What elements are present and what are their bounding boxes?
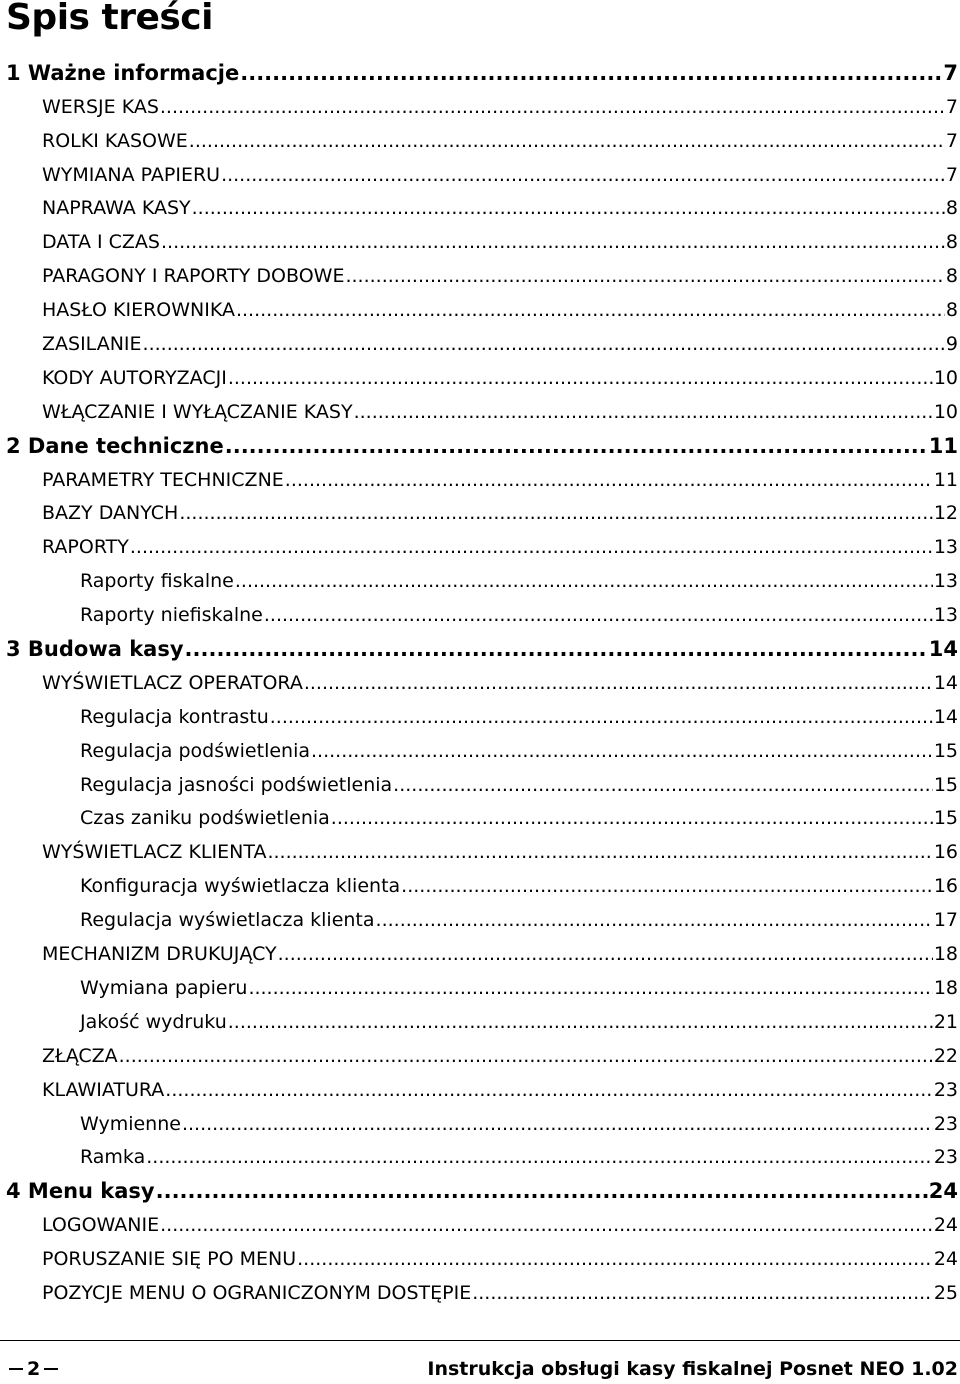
toc-entry-page-number: 14 bbox=[928, 637, 958, 662]
footer-rule bbox=[0, 1340, 960, 1341]
toc-dot-leader bbox=[354, 401, 933, 423]
toc-entry-label: WYMIANA PAPIERU bbox=[42, 163, 221, 186]
toc-entry-label: Regulacja kontrastu bbox=[80, 705, 269, 728]
toc-entry-label: ZASILANIE bbox=[42, 333, 142, 356]
toc-dot-leader bbox=[160, 96, 945, 118]
toc-dot-leader bbox=[235, 570, 933, 592]
toc-entry-label: Regulacja podświetlenia bbox=[80, 739, 311, 762]
toc-entry-level-2[interactable] bbox=[0, 1241, 960, 1275]
toc-entry-label: Jakość wydruku bbox=[80, 1010, 227, 1033]
toc-entry-label: Regulacja jasności podświetlenia bbox=[80, 773, 393, 796]
toc-entry-page-number: 17 bbox=[933, 909, 958, 932]
toc-entry-level-3[interactable] bbox=[0, 1004, 960, 1038]
toc-entry-level-3[interactable] bbox=[0, 597, 960, 631]
toc-entry-level-3[interactable] bbox=[0, 1106, 960, 1140]
toc-entry-page-number: 14 bbox=[933, 671, 958, 694]
toc-entry-page-number: 7 bbox=[945, 129, 958, 152]
page-title: Spis treści bbox=[6, 0, 213, 38]
toc-dot-leader bbox=[160, 1214, 933, 1236]
toc-entry-level-2[interactable] bbox=[0, 191, 960, 225]
toc-entry-page-number: 21 bbox=[933, 1010, 958, 1033]
toc-entry-level-3[interactable] bbox=[0, 902, 960, 936]
toc-entry-label: Konfiguracja wyświetlacza klienta bbox=[80, 875, 401, 898]
toc-entry-page-number: 7 bbox=[945, 163, 958, 186]
toc-entry-level-2[interactable] bbox=[0, 1275, 960, 1309]
toc-entry-page-number: 13 bbox=[933, 604, 958, 627]
toc-entry-page-number: 15 bbox=[933, 773, 958, 796]
toc-entry-level-2[interactable] bbox=[0, 665, 960, 699]
toc-entry-level-2[interactable] bbox=[0, 1072, 960, 1106]
toc-entry-page-number: 8 bbox=[945, 197, 958, 220]
toc-entry-level-1[interactable] bbox=[0, 428, 960, 462]
toc-entry-page-number: 18 bbox=[933, 976, 958, 999]
toc-entry-label: RAPORTY bbox=[42, 536, 129, 559]
toc-entry-label: ROLKI KASOWE bbox=[42, 129, 188, 152]
toc-dot-leader bbox=[345, 265, 944, 287]
toc-dot-leader bbox=[228, 1011, 933, 1033]
toc-entry-page-number: 15 bbox=[933, 807, 958, 830]
page-number-text: 2 bbox=[27, 1358, 41, 1380]
toc-entry-level-2[interactable] bbox=[0, 529, 960, 563]
toc-entry-label: 2 Dane techniczne bbox=[6, 433, 224, 458]
toc-entry-page-number: 16 bbox=[933, 875, 958, 898]
toc-entry-page-number: 22 bbox=[933, 1044, 958, 1067]
toc-entry-page-number: 13 bbox=[933, 536, 958, 559]
toc-entry-label: PARAMETRY TECHNICZNE bbox=[42, 468, 284, 491]
toc-entry-page-number: 8 bbox=[945, 299, 958, 322]
toc-entry-page-number: 24 bbox=[928, 1179, 958, 1204]
toc-dot-leader bbox=[393, 774, 933, 796]
toc-entry-page-number: 12 bbox=[933, 502, 958, 525]
dash-right bbox=[44, 1368, 58, 1370]
toc-entry-label: Ramka bbox=[80, 1146, 146, 1169]
toc-dot-leader bbox=[225, 434, 928, 458]
toc-dot-leader bbox=[270, 706, 933, 728]
toc-dot-leader bbox=[240, 61, 942, 85]
toc-dot-leader bbox=[119, 1045, 933, 1067]
toc-entry-level-3[interactable] bbox=[0, 801, 960, 835]
toc-entry-label: PORUSZANIE SIĘ PO MENU bbox=[42, 1248, 297, 1271]
toc-entry-level-2[interactable] bbox=[0, 224, 960, 258]
toc-entry-label: 4 Menu kasy bbox=[6, 1179, 155, 1204]
toc-entry-page-number: 24 bbox=[933, 1214, 958, 1237]
toc-entry-level-2[interactable] bbox=[0, 834, 960, 868]
toc-dot-leader bbox=[143, 333, 945, 355]
toc-entry-label: WŁĄCZANIE I WYŁĄCZANIE KASY bbox=[42, 400, 353, 423]
toc-entry-label: BAZY DANYCH bbox=[42, 502, 179, 525]
toc-entry-level-3[interactable] bbox=[0, 563, 960, 597]
toc-dot-leader bbox=[161, 231, 945, 253]
toc-dot-leader bbox=[228, 367, 933, 389]
toc-entry-page-number: 23 bbox=[933, 1146, 958, 1169]
page-footer bbox=[0, 1340, 960, 1384]
toc-entry-level-2[interactable] bbox=[0, 462, 960, 496]
toc-entry-label: 1 Ważne informacje bbox=[6, 60, 240, 85]
toc-entry-label: Wymienne bbox=[80, 1112, 181, 1135]
toc-entry-level-3[interactable] bbox=[0, 1140, 960, 1174]
toc-dot-leader bbox=[278, 943, 933, 965]
toc-entry-level-2[interactable] bbox=[0, 292, 960, 326]
toc-dot-leader bbox=[192, 197, 945, 219]
toc-dot-leader bbox=[179, 502, 932, 524]
toc-entry-page-number: 11 bbox=[933, 468, 958, 491]
toc-entry-label: KLAWIATURA bbox=[42, 1078, 165, 1101]
toc-dot-leader bbox=[146, 1146, 933, 1168]
toc-entry-page-number: 7 bbox=[943, 60, 958, 85]
toc-entry-label: Raporty niefiskalne bbox=[80, 604, 263, 627]
toc-entry-level-1[interactable] bbox=[0, 631, 960, 665]
toc-entry-label: Wymiana papieru bbox=[80, 976, 248, 999]
toc-entry-page-number: 15 bbox=[933, 739, 958, 762]
toc-entry-page-number: 25 bbox=[933, 1281, 958, 1304]
toc-dot-leader bbox=[304, 672, 933, 694]
toc-entry-label: Czas zaniku podświetlenia bbox=[80, 807, 330, 830]
toc-entry-page-number: 11 bbox=[928, 433, 958, 458]
toc-entry-label: HASŁO KIEROWNIKA bbox=[42, 299, 235, 322]
toc-entry-page-number: 24 bbox=[933, 1248, 958, 1271]
toc-dot-leader bbox=[236, 299, 945, 321]
toc-dot-leader bbox=[221, 164, 945, 186]
toc-entry-level-2[interactable] bbox=[0, 326, 960, 360]
toc-entry-page-number: 8 bbox=[945, 231, 958, 254]
footer-document-title: Instrukcja obsługi kasy fiskalnej Posnet NEO 1.02 bbox=[427, 1358, 958, 1380]
toc-entry-level-3[interactable] bbox=[0, 868, 960, 902]
toc-entry-level-2[interactable] bbox=[0, 496, 960, 530]
toc-dot-leader bbox=[401, 875, 933, 897]
toc-dot-leader bbox=[165, 1079, 933, 1101]
toc-entry-label: WYŚWIETLACZ OPERATORA bbox=[42, 671, 303, 694]
toc-entry-level-2[interactable] bbox=[0, 258, 960, 292]
toc-entry-level-2[interactable] bbox=[0, 394, 960, 428]
toc-dot-leader bbox=[472, 1282, 933, 1304]
toc-dot-leader bbox=[156, 1179, 928, 1203]
toc-entry-level-1[interactable] bbox=[0, 1173, 960, 1207]
toc-entry-label: DATA I CZAS bbox=[42, 231, 160, 254]
toc-entry-label: WYŚWIETLACZ KLIENTA bbox=[42, 841, 267, 864]
footer-page-number bbox=[5, 1358, 62, 1380]
dash-left bbox=[9, 1368, 23, 1370]
toc-dot-leader bbox=[264, 604, 933, 626]
toc-entry-label: WERSJE KAS bbox=[42, 95, 159, 118]
toc-dot-leader bbox=[297, 1248, 933, 1270]
toc-dot-leader bbox=[267, 841, 932, 863]
toc-dot-leader bbox=[311, 740, 933, 762]
toc-entry-label: MECHANIZM DRUKUJĄCY bbox=[42, 943, 277, 966]
toc-entry-page-number: 8 bbox=[945, 265, 958, 288]
toc-entry-label: PARAGONY I RAPORTY DOBOWE bbox=[42, 265, 345, 288]
toc-entry-level-2[interactable] bbox=[0, 157, 960, 191]
toc-entry-label: POZYCJE MENU O OGRANICZONYM DOSTĘPIE bbox=[42, 1281, 472, 1304]
toc-entry-label: Raporty fiskalne bbox=[80, 570, 234, 593]
toc-entry-level-2[interactable] bbox=[0, 360, 960, 394]
toc-dot-leader bbox=[376, 909, 933, 931]
toc-dot-leader bbox=[248, 977, 932, 999]
toc-entry-label: 3 Budowa kasy bbox=[6, 637, 184, 662]
toc-entry-level-3[interactable] bbox=[0, 733, 960, 767]
toc-entry-page-number: 10 bbox=[933, 400, 958, 423]
toc-entry-page-number: 10 bbox=[933, 366, 958, 389]
toc-entry-level-3[interactable] bbox=[0, 767, 960, 801]
toc-entry-level-1[interactable] bbox=[0, 55, 960, 89]
toc-entry-label: NAPRAWA KASY bbox=[42, 197, 191, 220]
toc-entry-label: Regulacja wyświetlacza klienta bbox=[80, 909, 375, 932]
table-of-contents bbox=[0, 55, 960, 1309]
toc-entry-page-number: 13 bbox=[933, 570, 958, 593]
toc-entry-page-number: 16 bbox=[933, 841, 958, 864]
toc-entry-page-number: 23 bbox=[933, 1078, 958, 1101]
toc-dot-leader bbox=[130, 536, 933, 558]
toc-entry-page-number: 7 bbox=[945, 95, 958, 118]
toc-dot-leader bbox=[189, 130, 945, 152]
toc-entry-page-number: 23 bbox=[933, 1112, 958, 1135]
toc-entry-level-2[interactable] bbox=[0, 1038, 960, 1072]
toc-dot-leader bbox=[182, 1113, 933, 1135]
toc-entry-level-2[interactable] bbox=[0, 123, 960, 157]
toc-dot-leader bbox=[285, 469, 933, 491]
toc-dot-leader bbox=[185, 637, 928, 661]
toc-dot-leader bbox=[331, 807, 933, 829]
toc-entry-page-number: 18 bbox=[933, 943, 958, 966]
toc-entry-level-2[interactable] bbox=[0, 89, 960, 123]
toc-entry-page-number: 14 bbox=[933, 705, 958, 728]
toc-entry-level-3[interactable] bbox=[0, 699, 960, 733]
toc-entry-level-2[interactable] bbox=[0, 936, 960, 970]
toc-entry-level-3[interactable] bbox=[0, 970, 960, 1004]
toc-entry-label: LOGOWANIE bbox=[42, 1214, 160, 1237]
toc-entry-level-2[interactable] bbox=[0, 1207, 960, 1241]
toc-entry-label: ZŁĄCZA bbox=[42, 1044, 118, 1067]
toc-entry-label: KODY AUTORYZACJI bbox=[42, 366, 227, 389]
toc-entry-page-number: 9 bbox=[945, 333, 958, 356]
